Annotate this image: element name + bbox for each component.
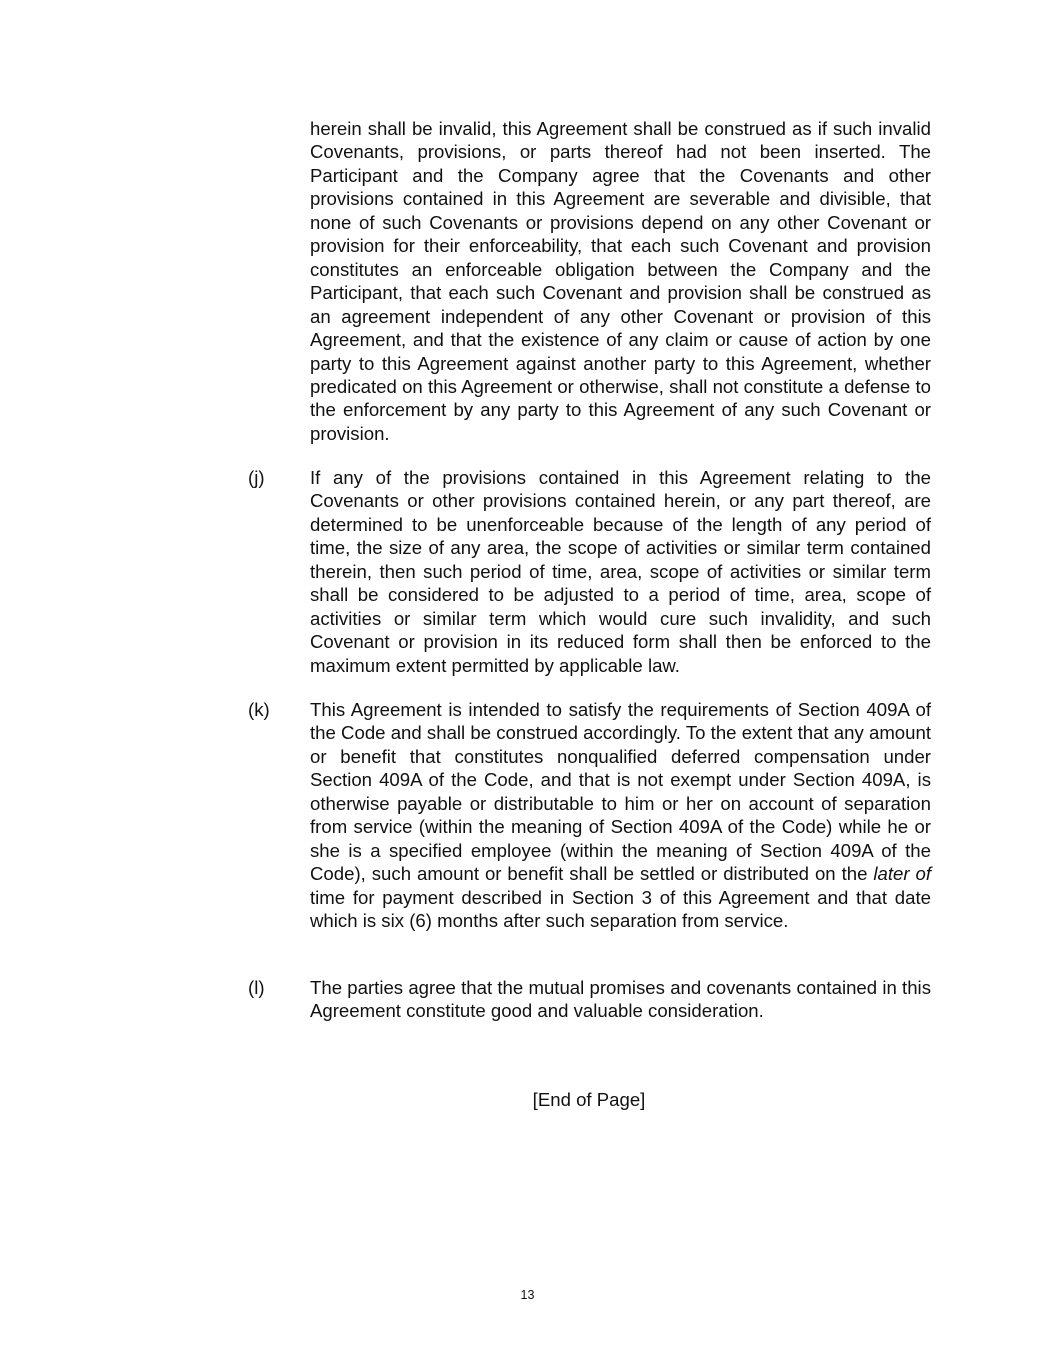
section-label-l: (l) [248, 977, 265, 998]
section-text-l: The parties agree that the mutual promises and covenants contained in this Agreement constitute good and valuable consideration. [310, 977, 931, 1022]
section-text-j: If any of the provisions contained in this Agreement relating to the Covenants or other provisions contained herein, or any part thereof, are determined to be unenforceable because of the length of any period of time, the size of any area, the scope of activities or similar term contained therein, then such period of time, area, scope of activities or similar term shall be considered to be adjusted to a period of time, area, scope of activities or similar term which would cure such invalidity, and such Covenant or provision in its reduced form shall then be enforced to the maximum extent permitted by applicable law. [310, 467, 931, 676]
continuation-paragraph: herein shall be invalid, this Agreement shall be construed as if such invalid Covenants, provisions, or parts thereof had not been inserted. The Participant and the Company agree that the Covenants and other provisions contained in this Agreement are severable and divisible, that none of such Covenants or provisions depend on any other Covenant or provision for their enforceability, that each such Covenant and provision constitutes an enforceable obligation between the Company and the Participant, that each such Covenant and provision shall be construed as an agreement independent of any other Covenant or provision of this Agreement, and that the existence of any claim or cause of action by one party to this Agreement against another party to this Agreement, whether predicated on this Agreement or otherwise, shall not constitute a defense to the enforcement by any party to this Agreement of any such Covenant or provision. [310, 118, 931, 444]
section-text-k-part1: This Agreement is intended to satisfy the requirements of Section 409A of the Code and shall be construed accordingly. To the extent that any amount or benefit that constitutes nonqualified deferred compensation under Section 409A of the Code, and that is not exempt under Section 409A, is otherwise payable or distributable to him or her on account of separation from service (within the meaning of Section 409A of the Code) while he or she is a specified employee (within the meaning of Section 409A of the Code), such amount or benefit shall be settled or distributed on the [310, 699, 931, 885]
section-label-k: (k) [248, 699, 270, 720]
page-number: 13 [520, 1288, 535, 1302]
section-label-j: (j) [248, 467, 265, 488]
end-of-page-marker: [End of Page] [532, 1089, 646, 1110]
section-text-k [310, 698, 931, 933]
section-text-k-italic: later of [873, 863, 931, 885]
section-text-k-part2: time for payment described in Section 3 of this Agreement and that date which is six (6) months after such separation from service. [310, 886, 931, 932]
